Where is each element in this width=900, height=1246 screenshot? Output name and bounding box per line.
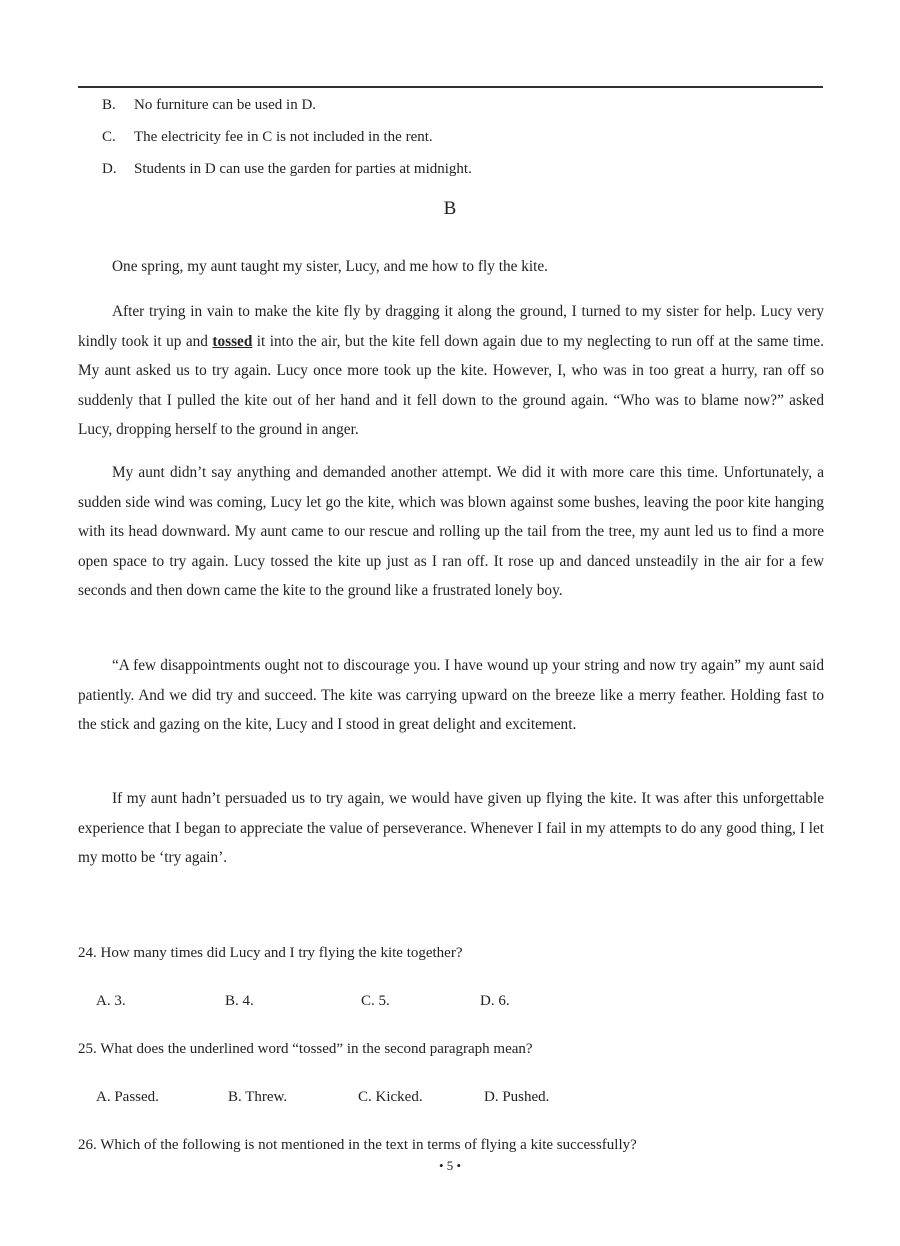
paragraph-2-text-after: it into the air, but the kite fell down again due to my neglecting to run off at the same time. My aunt asked us to try again. Lucy once more took up the kite. However, I, who was in too great a hurry, ran off so suddenly that I pulled the kite out of her hand and it fell down to the ground again. “Who was to blame now?” asked Lucy, dropping herself to the ground in anger. [78,332,824,438]
header-rule [78,86,823,88]
question-24-option-c: C. 5. [361,993,390,1009]
question-25-stem: 25. What does the underlined word “tossed” in the second paragraph mean? [78,1041,533,1057]
passage-paragraph-1: One spring, my aunt taught my sister, Lucy, and me how to fly the kite. [112,258,548,275]
question-25-option-c: C. Kicked. [358,1089,423,1105]
passage-paragraph-4: “A few disappointments ought not to discourage you. I have wound up your string and now try again” my aunt said patiently. And we did try and succeed. The kite was carrying upward on the breeze like a merry feather. Holding fast to the stick and gazing on the kite, Lucy and I stood in great delight and excitement. [78,657,824,733]
passage-paragraph-5: If my aunt hadn’t persuaded us to try again, we would have given up flying the kite. It was after this unforgettable experience that I began to appreciate the value of perseverance. Whenever I fail in my attempts to do any good thing, I let my motto be ‘try again’. [78,790,824,866]
prev-option-c-text: The electricity fee in C is not included in the rent. [134,129,433,145]
prev-option-c-letter: C. [102,129,116,145]
paragraph-2-text-before: After trying in vain to make the kite fly by dragging it along the ground, I turned to my sister for help. Lucy very kindly took it up and [78,303,824,350]
prev-option-d [102,159,472,179]
question-24-option-b: B. 4. [225,993,254,1009]
prev-option-d-letter: D. [102,161,117,177]
question-24-stem: 24. How many times did Lucy and I try flying the kite together? [78,945,463,961]
prev-option-b-text: No furniture can be used in D. [134,97,317,113]
question-25-option-a: A. Passed. [96,1089,159,1105]
prev-option-b [102,95,316,115]
question-25-option-b: B. Threw. [228,1089,288,1105]
question-26-stem: 26. Which of the following is not mentioned in the text in terms of flying a kite successfully? [78,1137,637,1153]
prev-option-b-letter: B. [102,97,116,113]
page-number: • 5 • [438,1158,462,1173]
underlined-word: tossed [212,332,253,350]
section-heading: B [443,198,457,219]
prev-option-c [102,127,433,147]
passage-paragraph-3: My aunt didn’t say anything and demanded another attempt. We did it with more care this time. Unfortunately, a sudden side wind was coming, Lucy let go the kite, which was blown against some bushes, leaving the poor kite hanging with its head downward. My aunt came to our rescue and rolling up the tail from the tree, my aunt led us to find a more open space to try again. Lucy tossed the kite up just as I ran off. It rose up and danced unsteadily in the air for a few seconds and then down came the kite to the ground like a frustrated lonely boy. [78,464,824,599]
question-25-option-d: D. Pushed. [484,1089,550,1105]
prev-option-d-text: Students in D can use the garden for parties at midnight. [134,161,472,177]
question-24-option-d: D. 6. [480,993,510,1009]
passage-paragraph-2 [78,297,824,445]
question-24-option-a: A. 3. [96,993,126,1009]
